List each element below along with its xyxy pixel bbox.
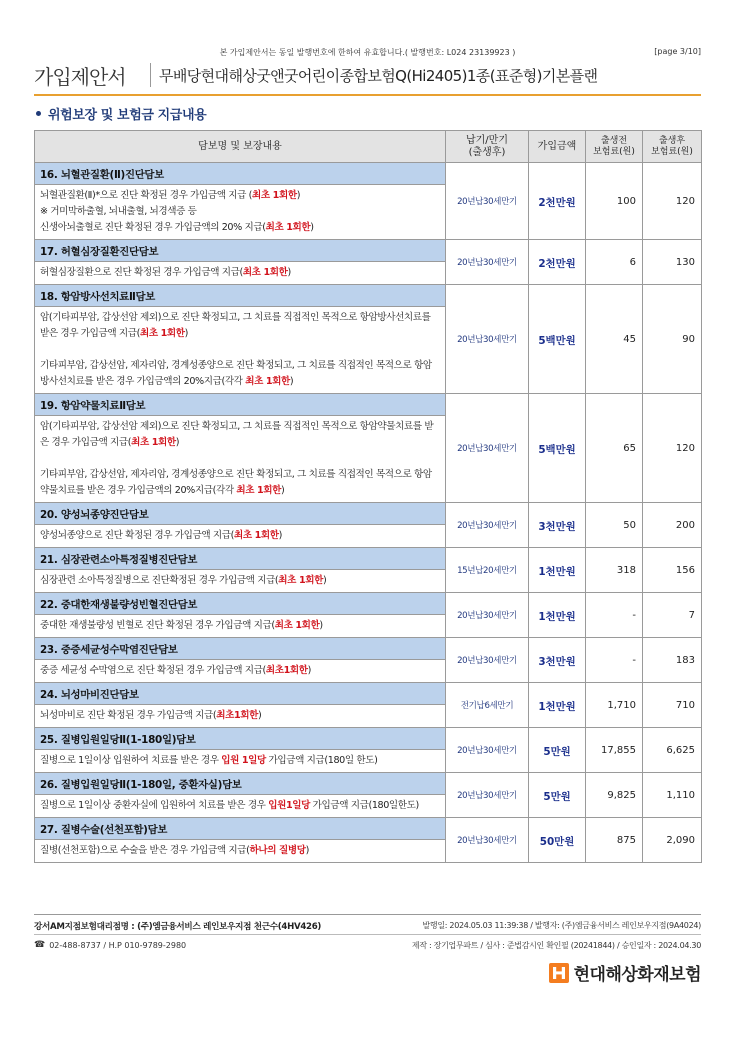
premium-after-birth: 156 bbox=[643, 548, 702, 593]
highlight-text: 입원1일당 bbox=[268, 800, 310, 811]
premium-after-birth: 7 bbox=[643, 593, 702, 638]
highlight-text: 최초 1회한 bbox=[236, 485, 282, 496]
premium-after-birth: 2,090 bbox=[643, 818, 702, 863]
premium-after-birth: 120 bbox=[643, 394, 702, 503]
coverage-description-line: 양성뇌종양으로 진단 확정된 경우 가입금액 지급(최초 1회한) bbox=[40, 530, 282, 541]
premium-after-birth: 1,110 bbox=[643, 773, 702, 818]
highlight-text: 최초 1회한 bbox=[252, 190, 297, 201]
coverage-name: 20. 양성뇌종양진단담보 bbox=[35, 503, 446, 525]
premium-before-birth: 50 bbox=[586, 503, 643, 548]
premium-before-birth: 875 bbox=[586, 818, 643, 863]
coverage-name: 16. 뇌혈관질환(Ⅱ)진단담보 bbox=[35, 163, 446, 185]
contact-phone: 02-488-8737 / H.P 010-9789-2980 bbox=[49, 940, 187, 950]
coverage-amount: 50만원 bbox=[529, 818, 586, 863]
coverage-amount: 3천만원 bbox=[529, 638, 586, 683]
highlight-text: 최초 1회한 bbox=[265, 222, 311, 233]
payment-term: 20년납30세만기 bbox=[446, 394, 529, 503]
coverage-amount: 1천만원 bbox=[529, 683, 586, 728]
premium-after-birth: 6,625 bbox=[643, 728, 702, 773]
header-premium-after-birth: 출생후 보험료(원) bbox=[643, 131, 702, 163]
phone-icon: ☎ bbox=[34, 940, 46, 950]
coverage-name-row bbox=[35, 503, 702, 525]
premium-before-birth: 100 bbox=[586, 163, 643, 240]
header-divider bbox=[150, 63, 151, 87]
coverage-name: 22. 중대한재생불량성빈혈진단담보 bbox=[35, 593, 446, 615]
coverage-name-row bbox=[35, 728, 702, 750]
product-name: 무배당현대해상굿앤굿어린이종합보험Q(Hi2405)1종(표준형)기본플랜 bbox=[159, 66, 598, 85]
premium-after-birth: 200 bbox=[643, 503, 702, 548]
coverage-description-line: 질병으로 1일이상 입원하여 치료를 받은 경우 입원 1일당 가입금액 지급(180일 한도) bbox=[40, 755, 378, 766]
premium-before-birth: - bbox=[586, 638, 643, 683]
coverage-name: 25. 질병입원일당Ⅱ(1-180일)담보 bbox=[35, 728, 446, 750]
review-info: 제작 : 장기업무파트 / 심사 : 준법감시인 확인필 (20241844) / 승인일자 : 2024.04.30 bbox=[411, 941, 701, 950]
coverage-name-row bbox=[35, 638, 702, 660]
premium-before-birth: - bbox=[586, 593, 643, 638]
header-premium-before-birth: 출생전 보험료(원) bbox=[586, 131, 643, 163]
header-name: 담보명 및 보장내용 bbox=[35, 131, 446, 163]
contact-info bbox=[34, 940, 186, 950]
highlight-text: 최초 1회한 bbox=[245, 376, 290, 387]
premium-after-birth: 120 bbox=[643, 163, 702, 240]
header-rule bbox=[34, 94, 701, 96]
coverage-name-row bbox=[35, 683, 702, 705]
coverage-name: 19. 항암약물치료Ⅱ담보 bbox=[35, 394, 446, 416]
coverage-name-row bbox=[35, 240, 702, 262]
premium-after-birth: 90 bbox=[643, 285, 702, 394]
coverage-description bbox=[35, 795, 446, 818]
agent-info: 강서AM지점보험대리점명 : (주)엠금융서비스 레인보우지점 천근수(4HV426) bbox=[34, 922, 322, 932]
page-number: [page 3/10] bbox=[654, 47, 701, 56]
coverage-description-line: 심장관련 소아특정질병으로 진단확정된 경우 가입금액 지급(최초 1회한) bbox=[40, 575, 327, 586]
coverage-description bbox=[35, 525, 446, 548]
highlight-text: 최초 1회한 bbox=[278, 575, 323, 586]
hyundai-marine-logo-icon bbox=[549, 963, 569, 983]
payment-term: 20년납30세만기 bbox=[446, 728, 529, 773]
coverage-description bbox=[35, 750, 446, 773]
payment-term: 20년납30세만기 bbox=[446, 818, 529, 863]
payment-term: 전기납6세만기 bbox=[446, 683, 529, 728]
coverage-name-row bbox=[35, 593, 702, 615]
coverage-description-line: 중증 세균성 수막염으로 진단 확정된 경우 가입금액 지급(최초1회한) bbox=[40, 665, 311, 676]
company-name: 현대해상화재보험 bbox=[573, 965, 701, 985]
coverage-name: 21. 심장관련소아특정질병진단담보 bbox=[35, 548, 446, 570]
payment-term: 20년납30세만기 bbox=[446, 503, 529, 548]
premium-before-birth: 6 bbox=[586, 240, 643, 285]
premium-after-birth: 130 bbox=[643, 240, 702, 285]
coverage-name: 17. 허혈심장질환진단담보 bbox=[35, 240, 446, 262]
company-brand bbox=[549, 960, 701, 985]
coverage-name: 23. 중증세균성수막염진단담보 bbox=[35, 638, 446, 660]
header-amount: 가입금액 bbox=[529, 131, 586, 163]
payment-term: 20년납30세만기 bbox=[446, 285, 529, 394]
coverage-table bbox=[34, 130, 702, 863]
table-header-row bbox=[35, 131, 702, 163]
coverage-amount: 3천만원 bbox=[529, 503, 586, 548]
section-title bbox=[36, 104, 206, 123]
issue-info: 발행일: 2024.05.03 11:39:38 / 발행자: (주)엠금융서비스 레인보우지점(9A4024) bbox=[422, 921, 701, 930]
document-title: 가입제안서 bbox=[34, 64, 126, 89]
header-term: 납기/만기 (출생후) bbox=[446, 131, 529, 163]
coverage-description-line: 질병으로 1일이상 중환자실에 입원하여 치료를 받은 경우 입원1일당 가입금액 지급(180일한도) bbox=[40, 800, 419, 811]
coverage-name: 18. 항암방사선치료Ⅱ담보 bbox=[35, 285, 446, 307]
coverage-description bbox=[35, 307, 446, 394]
premium-before-birth: 1,710 bbox=[586, 683, 643, 728]
section-title-text: 위험보장 및 보험금 지급내용 bbox=[48, 108, 207, 123]
coverage-description-line: 뇌혈관질환(Ⅱ)*으로 진단 확정된 경우 가입금액 지급 (최초 1회한) bbox=[40, 190, 301, 201]
coverage-description bbox=[35, 570, 446, 593]
coverage-description-line: 질병(선천포함)으로 수술을 받은 경우 가입금액 지급(하나의 질병당) bbox=[40, 845, 309, 856]
highlight-text: 입원 1일당 bbox=[221, 755, 266, 766]
table-body bbox=[35, 163, 702, 863]
coverage-description-line: 기타피부암, 갑상선암, 제자리암, 경계성종양으로 진단 확정되고, 그 치료를 직접적인 목적으로 항암약물치료를 받은 경우 가입금액의 20%지급(각각 최초 1회한) bbox=[40, 469, 432, 496]
coverage-description bbox=[35, 416, 446, 503]
payment-term: 20년납30세만기 bbox=[446, 163, 529, 240]
coverage-description-line: ※ 거미막하출혈, 뇌내출혈, 뇌경색증 등 bbox=[40, 206, 197, 217]
payment-term: 20년납30세만기 bbox=[446, 240, 529, 285]
highlight-text: 최초1회한 bbox=[216, 710, 258, 721]
payment-term: 20년납30세만기 bbox=[446, 593, 529, 638]
coverage-description-line: 신생아뇌출혈로 진단 확정된 경우 가입금액의 20% 지급(최초 1회한) bbox=[40, 222, 314, 233]
coverage-description bbox=[35, 262, 446, 285]
footer-rule bbox=[34, 914, 701, 915]
premium-after-birth: 183 bbox=[643, 638, 702, 683]
coverage-amount: 1천만원 bbox=[529, 593, 586, 638]
premium-before-birth: 45 bbox=[586, 285, 643, 394]
coverage-description-line: 기타피부암, 갑상선암, 제자리암, 경계성종양으로 진단 확정되고, 그 치료를 직접적인 목적으로 항암방사선치료를 받은 경우 가입금액의 20%지급(각각 최초 1회한) bbox=[40, 360, 432, 387]
highlight-text: 하나의 질병당 bbox=[249, 845, 306, 856]
highlight-text: 최초1회한 bbox=[265, 665, 308, 676]
coverage-name: 24. 뇌성마비진단담보 bbox=[35, 683, 446, 705]
coverage-name-row bbox=[35, 285, 702, 307]
premium-after-birth: 710 bbox=[643, 683, 702, 728]
coverage-name: 27. 질병수술(선천포함)담보 bbox=[35, 818, 446, 840]
coverage-name-row bbox=[35, 394, 702, 416]
highlight-text: 최초 1회한 bbox=[131, 437, 176, 448]
coverage-description bbox=[35, 705, 446, 728]
payment-term: 20년납30세만기 bbox=[446, 773, 529, 818]
coverage-description bbox=[35, 660, 446, 683]
coverage-name: 26. 질병입원일당Ⅱ(1-180일, 중환자실)담보 bbox=[35, 773, 446, 795]
coverage-name-row bbox=[35, 548, 702, 570]
premium-before-birth: 318 bbox=[586, 548, 643, 593]
issuance-notice: 본 가입제안서는 동일 발행번호에 한하여 유효합니다.( 발행번호: L024 23139923 ) bbox=[219, 48, 516, 57]
coverage-amount: 5만원 bbox=[529, 773, 586, 818]
coverage-amount: 2천만원 bbox=[529, 163, 586, 240]
coverage-amount: 5백만원 bbox=[529, 285, 586, 394]
premium-before-birth: 9,825 bbox=[586, 773, 643, 818]
coverage-description-line: 뇌성마비로 진단 확정된 경우 가입금액 지급(최초1회한) bbox=[40, 710, 262, 721]
highlight-text: 최초 1회한 bbox=[274, 620, 320, 631]
coverage-description-line: 암(기타피부암, 갑상선암 제외)으로 진단 확정되고, 그 치료를 직접적인 목적으로 항암약물치료를 받은 경우 가입금액 지급(최초 1회한) bbox=[40, 421, 434, 448]
coverage-description bbox=[35, 840, 446, 863]
footer-rule-2 bbox=[34, 934, 701, 935]
coverage-amount: 1천만원 bbox=[529, 548, 586, 593]
coverage-name-row bbox=[35, 773, 702, 795]
bullet-icon bbox=[36, 111, 41, 116]
document-header bbox=[34, 58, 701, 92]
coverage-amount: 5만원 bbox=[529, 728, 586, 773]
payment-term: 20년납30세만기 bbox=[446, 638, 529, 683]
coverage-name-row bbox=[35, 818, 702, 840]
coverage-description bbox=[35, 185, 446, 240]
coverage-description-line: 허혈심장질환으로 진단 확정된 경우 가입금액 지급(최초 1회한) bbox=[40, 267, 291, 278]
highlight-text: 최초 1회한 bbox=[242, 267, 288, 278]
coverage-name-row bbox=[35, 163, 702, 185]
highlight-text: 최초 1회한 bbox=[139, 328, 185, 339]
coverage-description-line: 암(기타피부암, 갑상선암 제외)으로 진단 확정되고, 그 치료를 직접적인 목적으로 항암방사선치료를 받은 경우 가입금액 지급(최초 1회한) bbox=[40, 312, 431, 339]
coverage-amount: 2천만원 bbox=[529, 240, 586, 285]
highlight-text: 최초 1회한 bbox=[233, 530, 279, 541]
premium-before-birth: 17,855 bbox=[586, 728, 643, 773]
coverage-description bbox=[35, 615, 446, 638]
coverage-amount: 5백만원 bbox=[529, 394, 586, 503]
payment-term: 15년납20세만기 bbox=[446, 548, 529, 593]
premium-before-birth: 65 bbox=[586, 394, 643, 503]
coverage-description-line: 중대한 재생불량성 빈혈로 진단 확정된 경우 가입금액 지급(최초 1회한) bbox=[40, 620, 323, 631]
